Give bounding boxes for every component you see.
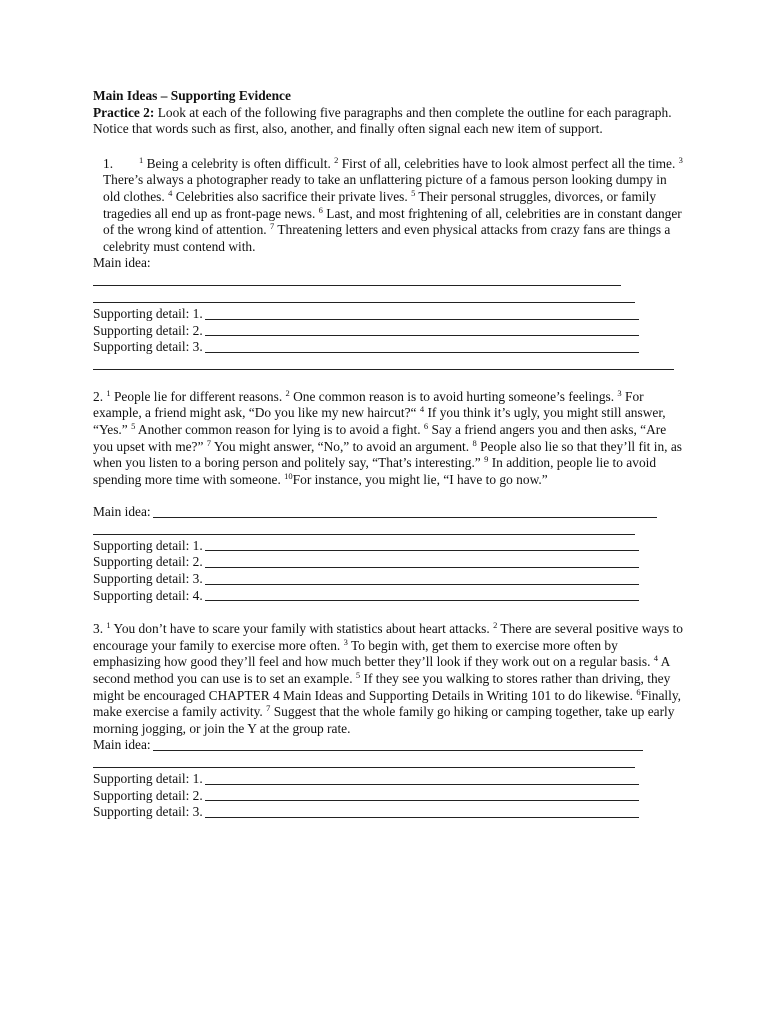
label-text: Supporting detail: 2. [93, 322, 203, 338]
sentence-number: 9 [484, 454, 489, 465]
answer-blank[interactable] [205, 800, 639, 801]
sentence-number: 6 [318, 204, 323, 215]
sentence-text: Another common reason for lying is to avoid a fight. [135, 421, 424, 437]
label-text: Supporting detail: 3. [93, 804, 203, 820]
sentence-text: Celebrities also sacrifice their private lives. [172, 188, 412, 204]
answer-blank[interactable] [93, 521, 683, 538]
sentence-number: 4 [419, 404, 425, 415]
worksheet-page [93, 88, 683, 821]
sentence-number: 3 [617, 387, 622, 398]
label-text: Supporting detail: 3. [93, 339, 203, 355]
sentence-text: If you think it’s ugly, you might still answer, “Yes.” [93, 405, 666, 437]
sentence-number: 2 [493, 620, 498, 631]
sentence-text: Last, and most frightening of all, celebrities are in constant danger of the wrong kind of attention. [103, 205, 682, 238]
main-idea-row[interactable] [93, 737, 683, 754]
sentence-number: 6 [636, 686, 641, 697]
sentence-number: 2 [334, 154, 339, 165]
answer-blank[interactable] [93, 356, 683, 373]
label-text: Supporting detail: 1. [93, 305, 203, 321]
sentence-text: For instance, you might lie, “I have to go now.” [292, 471, 548, 487]
paragraph-3-number: 3. [93, 621, 107, 637]
answer-blank[interactable] [153, 750, 643, 751]
answer-blank[interactable] [205, 817, 639, 818]
detail-row[interactable] [93, 306, 683, 323]
answer-blank[interactable] [153, 517, 657, 518]
sentence-text: People also lie so that they’ll fit in, as when you listen to a boring person and politely say, “That’s interesting.” [93, 438, 683, 471]
detail-row[interactable] [93, 804, 683, 821]
answer-blank[interactable] [205, 352, 639, 353]
practice-label: Practice 2: [93, 104, 155, 120]
sentence-number: 2 [285, 387, 290, 398]
sentence-number: 4 [653, 653, 659, 664]
answer-blank[interactable] [205, 600, 639, 601]
sentence-text: In addition, people lie to avoid spending more time with someone. [93, 455, 657, 487]
label-text: Supporting detail: 3. [93, 571, 203, 587]
label-text: Supporting detail: 1. [93, 537, 203, 553]
sentence-text: You don’t have to scare your family with statistics about heart attacks. [110, 621, 494, 637]
sentence-text: A second method you can use is to set an example. [93, 654, 670, 687]
sentence-number: 5 [355, 670, 361, 681]
paragraph-1-number: 1. [103, 155, 114, 171]
sentence-number: 7 [266, 703, 271, 714]
sentence-number: 10 [284, 470, 293, 481]
answer-blank[interactable] [205, 567, 639, 568]
paragraph-1 [93, 156, 683, 256]
paragraph-3 [93, 621, 683, 737]
sentence-number: 1 [139, 154, 144, 165]
answer-blank[interactable] [205, 319, 639, 320]
main-idea-row[interactable] [93, 504, 683, 521]
practice-instructions [93, 105, 683, 138]
sentence-number: 1 [106, 387, 111, 398]
label-text: Main idea: [93, 737, 151, 753]
label-text: Supporting detail: 4. [93, 587, 203, 603]
sentence-number: 7 [269, 221, 275, 232]
detail-row[interactable] [93, 323, 683, 340]
answer-blank[interactable] [93, 289, 683, 306]
sentence-text: To begin with, get them to exercise more often by emphasizing how good they’ll feel and how much better they’ll look if they work out on a regular basis. [93, 637, 654, 670]
outline-2 [93, 504, 683, 604]
sentence-text: Finally, make exercise a family activity. [93, 687, 681, 720]
label-text: Supporting detail: 2. [93, 787, 203, 803]
sentence-number: 3 [343, 636, 348, 647]
sentence-number: 8 [472, 437, 477, 448]
label-text: Main idea: [93, 504, 151, 520]
outline-3 [93, 737, 683, 820]
sentence-text: For example, a friend might ask, “Do you like my new haircut?“ [93, 388, 644, 421]
sentence-number: 1 [106, 620, 111, 631]
detail-row[interactable] [93, 538, 683, 555]
outline-1 [93, 255, 683, 372]
detail-row[interactable] [93, 571, 683, 588]
sentence-number: 7 [206, 437, 212, 448]
answer-blank[interactable] [93, 754, 683, 771]
sentence-number: 5 [131, 420, 136, 431]
detail-row[interactable] [93, 554, 683, 571]
sentence-text: One common reason is to avoid hurting someone’s feelings. [289, 388, 618, 404]
instructions-text: Look at each of the following five paragraphs and then complete the outline for each paragraph. Notice that words such as first, also, another, and finally often signal each new item of support. [93, 104, 672, 137]
label-text: Supporting detail: 2. [93, 554, 203, 570]
answer-blank[interactable] [205, 550, 639, 551]
sentence-text: Suggest that the whole family go hiking or camping together, take up early morning jogging, or join the Y at the group rate. [93, 704, 675, 736]
paragraph-2 [93, 389, 683, 489]
answer-blank[interactable] [205, 335, 639, 336]
sentence-text: People lie for different reasons. [110, 388, 286, 404]
detail-row[interactable] [93, 771, 683, 788]
sentence-text: Being a celebrity is often difficult. [143, 155, 335, 171]
detail-row[interactable] [93, 339, 683, 356]
sentence-number: 5 [411, 187, 416, 198]
sentence-text: If they see you walking to stores rather than driving, they might be encouraged CHAPTER 4 Main Ideas and Supporting Details in Writing 101 to do likewise. [93, 671, 671, 703]
main-idea-label [93, 255, 683, 272]
answer-blank[interactable] [205, 784, 639, 785]
detail-row[interactable] [93, 788, 683, 805]
answer-blank[interactable] [93, 272, 683, 289]
sentence-number: 3 [678, 154, 683, 165]
worksheet-title: Main Ideas – Supporting Evidence [93, 88, 291, 103]
sentence-text: Threatening letters and even physical attacks from crazy fans are things a celebrity must contend with. [103, 222, 671, 254]
sentence-text: First of all, celebrities have to look almost perfect all the time. [338, 155, 679, 171]
sentence-text: There’s always a photographer ready to take an unflattering picture of a famous person looking dumpy in old clothes. [103, 172, 667, 204]
label-text: Supporting detail: 1. [93, 771, 203, 786]
sentence-text: Their personal struggles, divorces, or family tragedies all end up as front-page news. [103, 188, 657, 221]
sentence-text: You might answer, “No,” to avoid an argument. [211, 438, 473, 454]
detail-row[interactable] [93, 588, 683, 605]
label-text: Main idea: [93, 255, 151, 271]
sentence-text: There are several positive ways to encourage your family to exercise more often. [93, 621, 683, 653]
answer-blank[interactable] [205, 584, 639, 585]
sentence-number: 4 [168, 187, 173, 198]
sentence-text: Say a friend angers you and then asks, “Are you upset with me?” [93, 421, 667, 454]
paragraph-2-number: 2. [93, 388, 107, 404]
sentence-number: 6 [423, 420, 429, 431]
